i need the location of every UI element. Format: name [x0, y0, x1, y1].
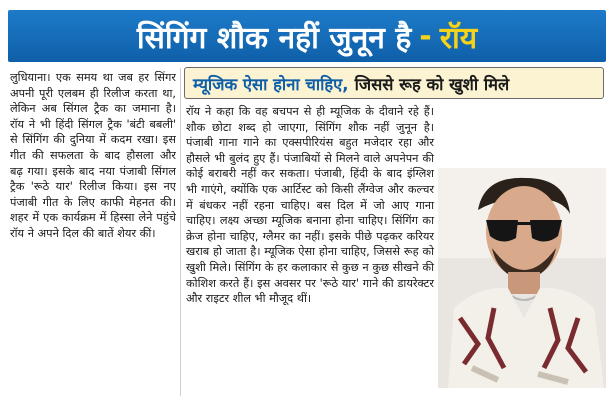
headline-banner — [8, 10, 606, 62]
subheadline-part1: म्यूजिक ऐसा होना चाहिए, — [193, 74, 349, 94]
article-text: रॉय ने कहा कि वह बचपन से ही म्यूजिक के दीवाने रहे हैं। शौक छोटा शब्द हो जाएगा, सिंगिंग शौक नहीं जुनून है। पंजाबी गाना गाने का एक्सपीरियंस बहुत मजेदार रहा और हौसले भी बुलंद हुए हैं। पंजाबियों से मिलने वाले अपनेपन की कोई बराबरी नहीं कर सकता। पंजाबी, हिंदी के बाद इंग्लिश भी गाएंगे, क्योंकि एक आर्टिस्ट को किसी लैंग्वेज और कल्चर में बंधकर नहीं रहना चाहिए। बस दिल में जो आए गाना चाहिए। लक्ष्य अच्छा म्यूजिक बनाना होना चाहिए। सिंगिंग का क्रेज होना चाहिए, ग्लैमर का नहीं। इसके पीछे पढ़कर करियर खराब हो जाता है। म्यूजिक ऐसा होना चाहिए, जिससे रूह को खुशी मिले। सिंगिंग के हर कलाकार से कुछ न कुछ सीखने की कोशिश करते हैं। इस अवसर पर 'रूठे यार' गाने की डायरेक्टर और राइटर शील भी मौजूद थीं। — [186, 105, 434, 306]
photo-wrap-spacer — [434, 104, 604, 166]
singer-photo — [438, 168, 606, 388]
singer-portrait-icon — [438, 168, 606, 388]
headline-main: सिंगिंग शौक नहीं जुनून है — [136, 20, 412, 56]
column-divider — [180, 68, 181, 396]
subheadline-box — [184, 67, 604, 99]
headline-name: रॉय — [439, 20, 478, 56]
left-column-text: लुधियाना। एक समय था जब हर सिंगर अपनी पूरी एलबम ही रिलीज करता था, लेकिन अब सिंगल ट्रैक का जमाना है। रॉय ने भी हिंदी सिंगल ट्रैक 'बंटी बबली' से सिंगिंग की दुनिया में कदम रखा। इस गीत की सफलता के बाद हौसला और बढ़ गया। इसके बाद नया पंजाबी सिंगल ट्रैक 'रूठे यार' रिलीज किया। इस नए पंजाबी गीत के लिए काफी मेहनत की। शहर में एक कार्यक्रम में हिस्सा लेने पहुंचे रॉय ने अपने दिल की बातें शेयर कीं। — [10, 71, 176, 240]
top-strip — [0, 0, 610, 10]
headline-dash: - — [419, 18, 432, 54]
subheadline-part2: जिससे रूह को खुशी मिले — [354, 74, 510, 94]
